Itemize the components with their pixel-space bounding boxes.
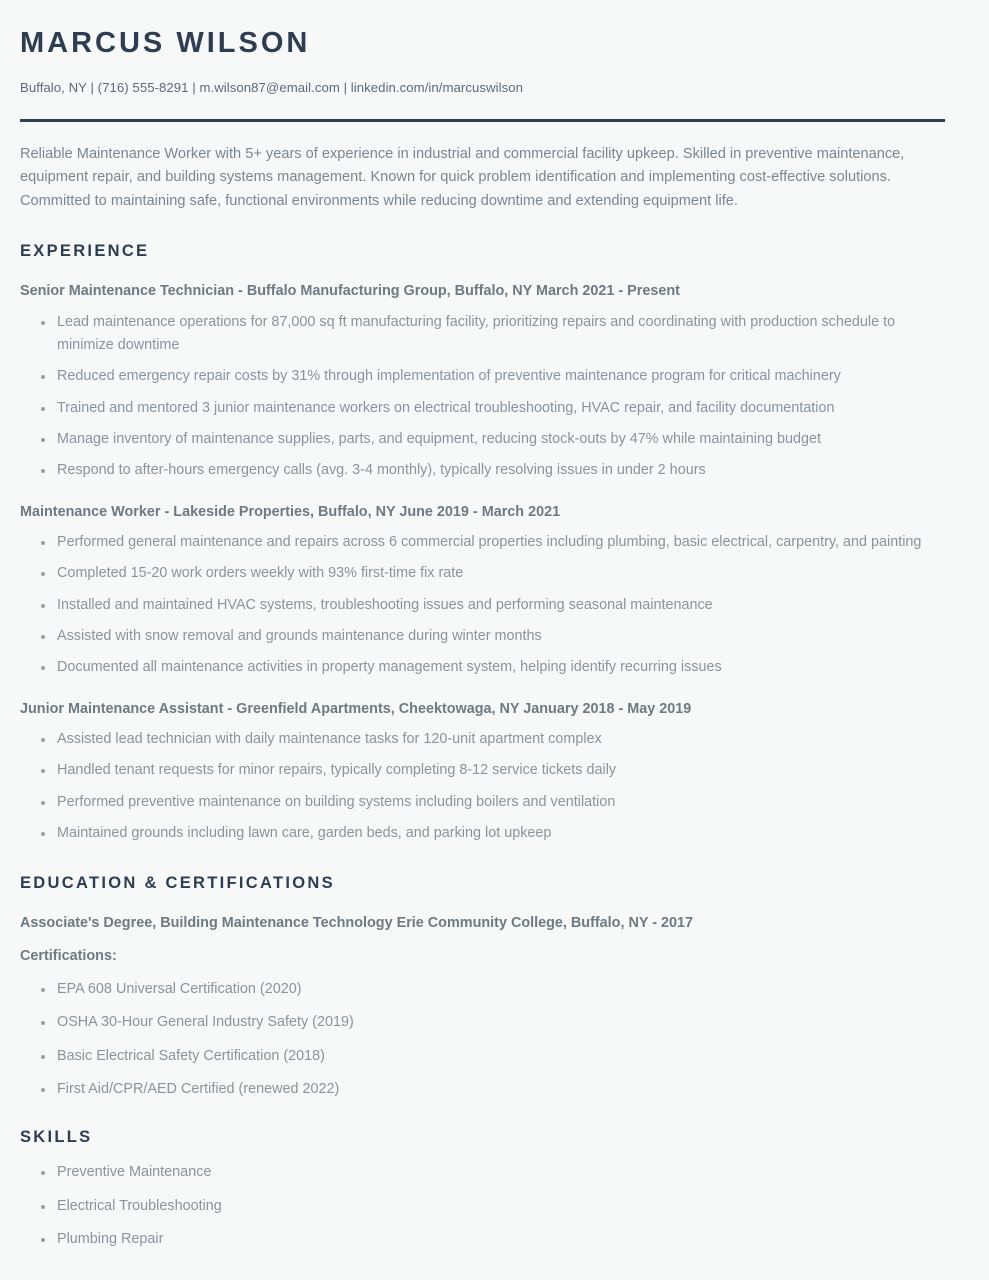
section-heading-skills: SKILLS xyxy=(20,1128,93,1147)
list-item: Assisted with snow removal and grounds maintenance during winter months xyxy=(20,625,945,648)
header-divider xyxy=(20,119,945,122)
experience-bullet-list xyxy=(20,531,945,680)
list-item: Installed and maintained HVAC systems, troubleshooting issues and performing seasonal maintenance xyxy=(20,594,945,617)
list-item: Preventive Maintenance xyxy=(20,1161,945,1184)
list-item: Reduced emergency repair costs by 31% through implementation of preventive maintenance program for critical machinery xyxy=(20,365,945,388)
certifications-list xyxy=(20,978,945,1101)
list-item: Plumbing Repair xyxy=(20,1228,945,1251)
list-item: Respond to after-hours emergency calls (avg. 3-4 monthly), typically resolving issues in under 2 hours xyxy=(20,459,945,482)
list-item: Performed preventive maintenance on building systems including boilers and ventilation xyxy=(20,791,945,814)
list-item: EPA 608 Universal Certification (2020) xyxy=(20,978,945,1001)
list-item: Assisted lead technician with daily maintenance tasks for 120-unit apartment complex xyxy=(20,728,945,751)
education-degree: Associate's Degree, Building Maintenance Technology Erie Community College, Buffalo, NY - 2017 xyxy=(20,915,694,932)
list-item: Handled tenant requests for minor repairs, typically completing 8-12 service tickets daily xyxy=(20,759,945,782)
experience-bullet-list xyxy=(20,311,945,483)
list-item: Basic Electrical Safety Certification (2018) xyxy=(20,1045,945,1068)
list-item: OSHA 30-Hour General Industry Safety (2019) xyxy=(20,1011,945,1034)
contact-line: Buffalo, NY | (716) 555-8291 | m.wilson87@email.com | linkedin.com/in/marcuswilson xyxy=(20,80,523,96)
section-heading-experience: EXPERIENCE xyxy=(20,242,150,261)
experience-entry xyxy=(20,503,945,680)
list-item: Documented all maintenance activities in property management system, helping identify recurring issues xyxy=(20,656,945,679)
experience-bullet-list xyxy=(20,728,945,845)
experience-entry-heading: Junior Maintenance Assistant - Greenfield Apartments, Cheektowaga, NY January 2018 - May 2019 xyxy=(20,700,692,717)
candidate-name: MARCUS WILSON xyxy=(20,27,311,59)
list-item: Performed general maintenance and repairs across 6 commercial properties including plumbing, basic electrical, carpentry, and painting xyxy=(20,531,945,554)
experience-entry-heading: Maintenance Worker - Lakeside Properties, Buffalo, NY June 2019 - March 2021 xyxy=(20,503,561,520)
experience-entry-heading: Senior Maintenance Technician - Buffalo Manufacturing Group, Buffalo, NY March 2021 - Present xyxy=(20,283,680,300)
section-heading-education: EDUCATION & CERTIFICATIONS xyxy=(20,874,335,893)
experience-entry xyxy=(20,700,945,846)
list-item: First Aid/CPR/AED Certified (renewed 2022) xyxy=(20,1078,945,1101)
experience-entry xyxy=(20,282,945,482)
skills-list xyxy=(20,1161,945,1251)
list-item: Electrical Troubleshooting xyxy=(20,1195,945,1218)
professional-summary: Reliable Maintenance Worker with 5+ years of experience in industrial and commercial facility upkeep. Skilled in preventive maintenance, equipment repair, and building systems management. Known for quick problem identification and implementing cost-effective solutions. Committed to maintaining safe, functional environments while reducing downtime and extending equipment life. xyxy=(20,145,905,209)
certifications-label: Certifications: xyxy=(20,947,117,964)
list-item: Maintained grounds including lawn care, garden beds, and parking lot upkeep xyxy=(20,822,945,845)
list-item: Trained and mentored 3 junior maintenance workers on electrical troubleshooting, HVAC repair, and facility documentation xyxy=(20,397,945,420)
list-item: Completed 15-20 work orders weekly with 93% first-time fix rate xyxy=(20,562,945,585)
list-item: Manage inventory of maintenance supplies, parts, and equipment, reducing stock-outs by 47% while maintaining budget xyxy=(20,428,945,451)
list-item: Lead maintenance operations for 87,000 sq ft manufacturing facility, prioritizing repairs and coordinating with production schedule to minimize downtime xyxy=(20,311,945,358)
